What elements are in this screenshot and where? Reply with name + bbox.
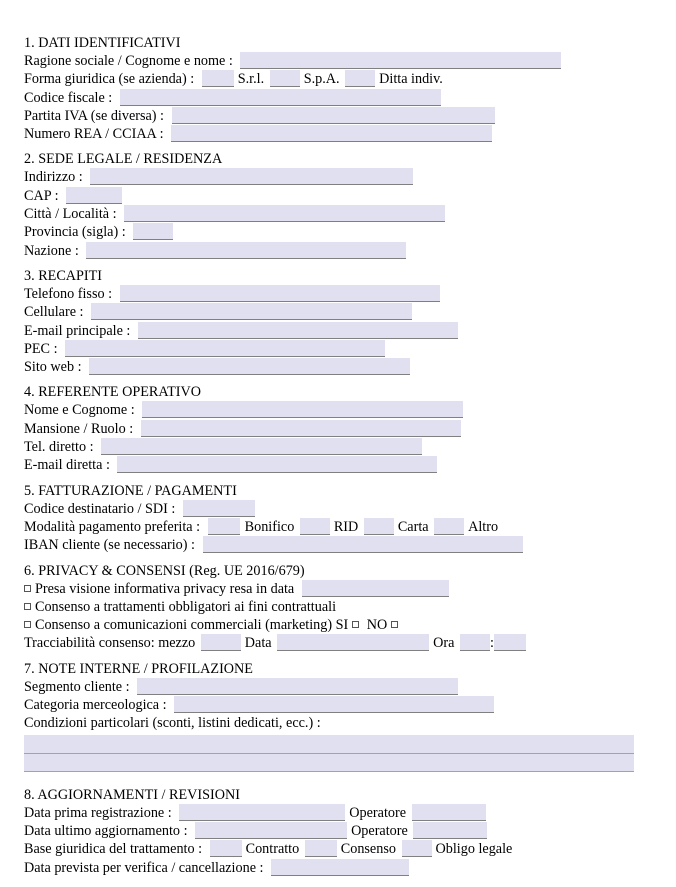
row-verifica [24,859,644,877]
section-title: 3. RECAPITI [24,267,103,284]
srl-field[interactable] [202,70,234,87]
province-field[interactable] [133,223,173,240]
row-tel [24,285,644,303]
consent-date-field[interactable] [277,634,429,651]
field-label: Provincia (sigla) : [24,224,126,241]
operator-label: Operatore [349,804,406,821]
field-label: Tel. diretto : [24,439,94,456]
registration-form [24,34,644,884]
section-title: 7. NOTE INTERNE / PROFILAZIONE [24,660,253,677]
email-field[interactable] [138,322,458,339]
row-forma [24,70,644,88]
field-label: Tracciabilità consenso: mezzo [24,635,196,652]
altro-field[interactable] [434,518,464,535]
field-label: Condizioni particolari (sconti, listini dedicati, ecc.) : [24,715,321,732]
field-label: CAP : [24,187,59,204]
field-label: E-mail diretta : [24,457,110,474]
bonifico-field[interactable] [208,518,240,535]
option-label: S.r.l. [237,71,265,88]
time-separator: : [489,635,494,652]
field-label: Modalità pagamento preferita : [24,518,201,535]
no-label: NO [366,617,388,634]
section-address [24,150,644,259]
date-label: Data [244,635,272,652]
marketing-yes-checkbox[interactable] [352,621,359,628]
row-iban [24,536,644,554]
marketing-consent-checkbox[interactable] [24,621,31,628]
field-label: Data ultimo aggiornamento : [24,822,188,839]
row-indirizzo [24,168,644,186]
option-label: S.p.A. [303,71,340,88]
row-referente-nome [24,401,644,419]
legal-obligation-field[interactable] [402,840,432,857]
address-field[interactable] [90,168,413,185]
section-revisions [24,786,644,877]
row-base-giuridica [24,840,644,858]
rea-field[interactable] [171,125,492,142]
operator-field-2[interactable] [413,822,487,839]
pec-field[interactable] [65,340,385,357]
field-label: Ragione sociale / Cognome e nome : [24,53,233,69]
website-field[interactable] [89,358,410,375]
section-title: 8. AGGIORNAMENTI / REVISIONI [24,786,240,803]
field-label: IBAN cliente (se necessario) : [24,537,195,554]
option-label: Carta [397,518,429,535]
field-label: Base giuridica del trattamento : [24,841,203,858]
consent-hour-field[interactable] [460,634,490,651]
row-piva [24,107,644,125]
option-label: Obligo legale [435,841,513,858]
mandatory-consent-checkbox[interactable] [24,603,31,610]
field-label: Cellulare : [24,304,84,321]
field-label: Indirizzo : [24,169,83,186]
row-cf [24,89,644,107]
section-contact-person [24,383,644,474]
field-label: Forma giuridica (se azienda) : [24,71,195,88]
section-title: 4. REFERENTE OPERATIVO [24,384,201,401]
company-name-field[interactable] [240,52,561,69]
field-label: Nazione : [24,242,79,259]
field-label: Presa visione informativa privacy resa in data [35,580,295,597]
verification-date-field[interactable] [271,859,409,876]
row-ragione [24,52,644,70]
row-tracciabilita [24,634,644,652]
country-field[interactable] [86,242,406,259]
phone-field[interactable] [120,285,440,302]
special-conditions-textarea[interactable] [24,735,634,772]
direct-phone-field[interactable] [101,438,422,455]
field-label: Telefono fisso : [24,285,113,302]
row-consenso-obbl [24,598,644,616]
carta-field[interactable] [364,518,394,535]
row-prima-registrazione [24,804,644,822]
first-registration-date-field[interactable] [179,804,345,821]
field-label: Città / Località : [24,206,117,223]
vat-field[interactable] [172,107,495,124]
rid-field[interactable] [300,518,330,535]
field-label: Nome e Cognome : [24,402,135,419]
option-label: Contratto [245,841,300,858]
field-label: Consenso a trattamenti obbligatori ai fini contrattuali [35,598,337,615]
option-label: Consenso [340,841,396,858]
field-label: Mansione / Ruolo : [24,420,134,437]
section-title: 6. PRIVACY & CONSENSI (Reg. UE 2016/679) [24,562,305,579]
field-label: Numero REA / CCIAA : [24,126,164,143]
segment-field[interactable] [137,678,458,695]
row-provincia [24,223,644,241]
city-field[interactable] [124,205,445,222]
ditta-field[interactable] [345,70,375,87]
row-modalita [24,518,644,536]
row-email [24,322,644,340]
row-categoria [24,696,644,714]
row-ultimo-aggiornamento [24,822,644,840]
field-label: Codice fiscale : [24,89,113,106]
option-label: RID [333,518,359,535]
operator-field-1[interactable] [412,804,486,821]
tax-code-field[interactable] [120,89,441,106]
option-label: Bonifico [244,518,295,535]
row-citta [24,205,644,223]
row-consenso-comm [24,616,644,634]
row-condizioni [24,714,644,732]
field-label: Data prima registrazione : [24,804,172,821]
category-field[interactable] [174,696,494,713]
section-billing [24,482,644,555]
section-contacts [24,267,644,376]
section-privacy [24,562,644,653]
contract-field[interactable] [210,840,242,857]
row-cap [24,187,644,205]
section-title: 1. DATI IDENTIFICATIVI [24,35,181,51]
field-label: Consenso a comunicazioni commerciali (marketing) SI [35,617,349,634]
row-sdi [24,500,644,518]
row-segmento [24,678,644,696]
field-label: Sito web : [24,359,82,376]
operator-label: Operatore [351,822,408,839]
privacy-read-checkbox[interactable] [24,585,31,592]
row-rea [24,125,644,143]
privacy-date-field[interactable] [302,580,449,597]
row-cell [24,303,644,321]
last-update-date-field[interactable] [195,822,347,839]
row-nazione [24,242,644,260]
row-mansione [24,420,644,438]
section-title: 5. FATTURAZIONE / PAGAMENTI [24,482,237,499]
field-label: Segmento cliente : [24,678,130,695]
time-label: Ora [433,635,455,652]
row-presa-visione [24,580,644,598]
section-title: 2. SEDE LEGALE / RESIDENZA [24,151,223,168]
option-label: Altro [468,518,499,535]
contact-name-field[interactable] [142,401,463,418]
row-pec [24,340,644,358]
section-identification [24,34,644,143]
field-label: Codice destinatario / SDI : [24,500,176,517]
role-field[interactable] [141,420,461,437]
field-label: Partita IVA (se diversa) : [24,107,165,124]
marketing-no-checkbox[interactable] [391,621,398,628]
section-notes [24,660,644,772]
field-label: PEC : [24,340,58,357]
row-web [24,358,644,376]
consent-minute-field[interactable] [494,634,526,651]
row-email-diretta [24,456,644,474]
mobile-field[interactable] [91,303,412,320]
consent-basis-field[interactable] [305,840,337,857]
field-label: Categoria merceologica : [24,697,167,714]
row-tel-diretto [24,438,644,456]
direct-email-field[interactable] [117,456,437,473]
spa-field[interactable] [270,70,300,87]
field-label: Data prevista per verifica / cancellazione : [24,859,264,876]
option-label: Ditta indiv. [379,71,443,88]
cap-field[interactable] [66,187,122,204]
field-label: E-mail principale : [24,322,131,339]
iban-field[interactable] [203,536,523,553]
consent-channel-field[interactable] [201,634,241,651]
sdi-field[interactable] [183,500,255,517]
